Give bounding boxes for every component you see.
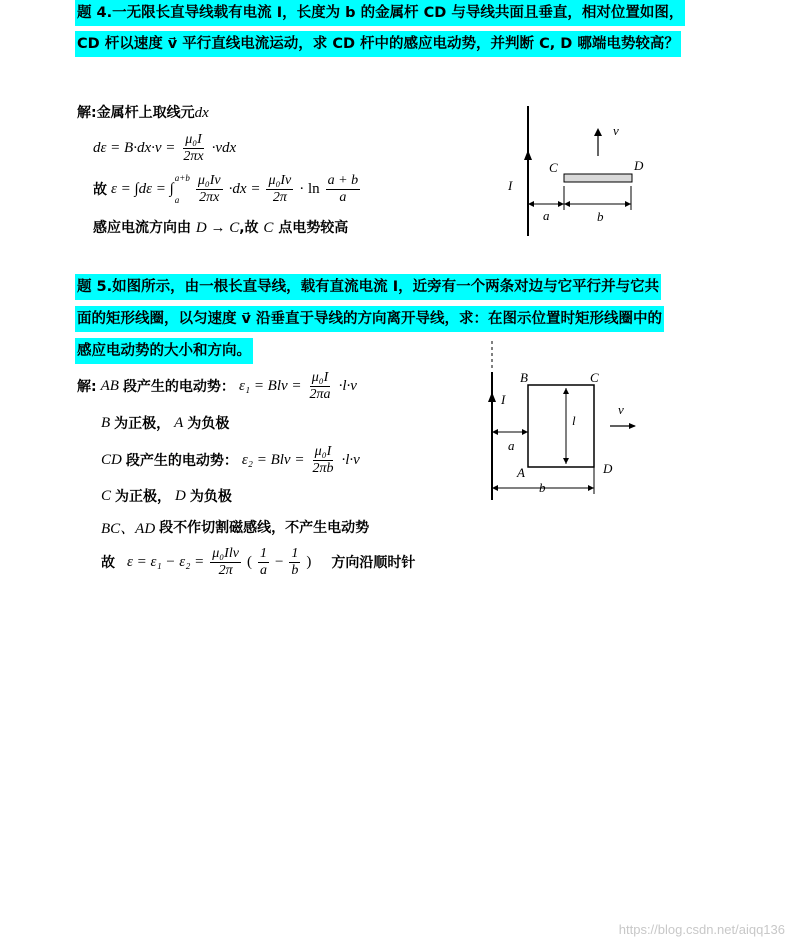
s4-text: 为正极， (115, 489, 172, 505)
problem4-title-line2: CD 杆以速度 v⃗ 平行直线电流运动，求 CD 杆中的感应电动势，并判断 C, D 哪端电势较高？ (75, 31, 681, 57)
eq2-mid: ·dx = (228, 180, 261, 197)
eq2-upper: a+b (174, 173, 190, 183)
problem5-title-line3: 感应电动势的大小和方向。 (75, 338, 253, 364)
label-l: l (572, 413, 576, 428)
eq1-tail: ·vdx (211, 139, 237, 156)
label-A: A (517, 465, 525, 480)
label-D: D (603, 461, 613, 476)
solution-intro-var: dx (194, 105, 209, 121)
dim-b-arrow-right (625, 201, 631, 207)
s5-text: 段不作切割磁感线，不产生电动势 (159, 520, 370, 536)
eq2-lhs: ε = ∫dε = ∫ (111, 180, 174, 197)
label-a: a (543, 208, 550, 223)
dim-a-arrow-right (558, 201, 564, 207)
eq2-fraction-3 (326, 173, 360, 206)
dim-b-arrow-left (564, 201, 570, 207)
eq2-prefix: 故 (93, 182, 107, 198)
velocity-arrow-head (629, 423, 636, 429)
s1-prefix: 解: (77, 379, 97, 395)
conclusion-e: 点电势较高 (278, 220, 349, 236)
s1-text: 段产生的电动势： (122, 379, 235, 395)
label-I-wire: I (501, 392, 506, 407)
eq2-limits (175, 173, 190, 205)
label-v: v⃗ (618, 402, 634, 417)
problem5-diagram (470, 338, 650, 508)
problem5-title-line1: 题 5.如图所示，由一根长直导线，载有直流电流 I，近旁有一个两条对边与它平行并与它共 (75, 274, 661, 300)
eq2-fraction-1 (196, 173, 223, 206)
watermark: https://blog.csdn.net/aiqq136 (618, 922, 785, 937)
label-v: v (613, 123, 619, 138)
eq1-den: 2πx (183, 148, 204, 164)
label-C: C (590, 370, 599, 385)
s1-num: μ₀I (311, 369, 329, 385)
problem4-diagram (500, 100, 650, 240)
eq2-ln: · ln (299, 180, 320, 197)
s6-direction: 方向沿顺时针 (331, 555, 416, 571)
s6-fraction (210, 546, 241, 579)
s3-fraction (310, 444, 335, 477)
eq2-den3: a (339, 189, 347, 205)
label-b: b (597, 209, 604, 224)
conclusion-d: C (263, 220, 274, 236)
eq1-num: μ₀I (185, 131, 202, 147)
label-a: a (508, 438, 515, 453)
s6-d1: a (259, 562, 267, 578)
s4-var2: D (175, 487, 186, 504)
eq2-den2: 2π (272, 189, 287, 205)
s1-var: AB (100, 377, 119, 394)
s4-var: C (101, 487, 112, 504)
s6-den: 2π (218, 562, 233, 578)
problem5-line-5 (101, 507, 369, 547)
s6-n1: 1 (259, 545, 267, 561)
problem5-title-line2: 面的矩形线圈，以匀速度 v⃗ 沿垂直于导线的方向离开导线，求：在图示位置时矩形线圈中的 (75, 306, 664, 332)
conclusion-a: 感应电流方向由 (93, 220, 191, 236)
eq2-num3: a + b (327, 172, 359, 188)
rod-cd (564, 174, 632, 182)
s6-d2: b (291, 562, 299, 578)
eq2-num2: μ₀Iv (268, 172, 292, 188)
problem4-solution-intro (77, 102, 209, 122)
label-b: b (539, 480, 546, 495)
velocity-arrow-head (594, 128, 602, 136)
s3-text: 段产生的电动势： (125, 453, 238, 469)
eq1-lhs: dε = B·dx·v = (93, 139, 176, 156)
eq2-den: 2πx (199, 189, 220, 205)
problem4-equation-1 (93, 128, 236, 168)
problem4-equation-2 (93, 169, 362, 209)
problem5-line-3 (101, 440, 360, 480)
dim-l-arrow-top (563, 388, 569, 394)
conclusion-b: D → C (195, 220, 240, 236)
s2-text2: 为负极 (187, 416, 230, 432)
s6-open: ( (246, 553, 252, 570)
s6-minus: − (274, 553, 284, 570)
s6-frac-2 (289, 546, 300, 579)
s4-text2: 为负极 (189, 489, 232, 505)
label-B: B (520, 370, 528, 385)
dim-l-arrow-bottom (563, 458, 569, 464)
s2-var: B (101, 414, 111, 431)
problem5-line-2 (101, 403, 229, 443)
problem5-line-6 (101, 542, 415, 582)
s6-frac-1 (258, 546, 269, 579)
problem4-title-line1: 题 4.一无限长直导线载有电流 I，长度为 b 的金属杆 CD 与导线共面且垂直，相对位置如图， (75, 0, 685, 26)
s3-den: 2πb (312, 460, 334, 476)
problem5-line-1 (77, 366, 357, 406)
s1-den: 2πa (309, 386, 331, 402)
s2-text: 为正极， (114, 416, 171, 432)
s3-lhs: ε₂ = Blv = (241, 451, 305, 468)
s3-var: CD (101, 451, 122, 468)
s6-prefix: 故 (101, 555, 115, 571)
s6-n2: 1 (291, 545, 299, 561)
problem4-conclusion (93, 217, 348, 237)
s1-tail: ·l·v (338, 377, 357, 394)
current-arrow (524, 150, 532, 160)
dim-a-arrow-right (522, 429, 528, 435)
rectangular-coil (528, 385, 594, 467)
dim-b-arrow-right (588, 485, 594, 491)
s2-var2: A (174, 414, 184, 431)
eq2-num: μ₀Iv (197, 172, 221, 188)
current-arrow (488, 392, 496, 402)
s6-num: μ₀Ilv (212, 545, 239, 561)
s6-lhs: ε = ε₁ − ε₂ = (127, 553, 205, 570)
eq1-fraction (181, 132, 205, 165)
label-C: C (549, 160, 558, 175)
s3-tail: ·l·v (341, 451, 360, 468)
solution-intro-text: 解:金属杆上取线元 (77, 105, 195, 121)
s1-fraction (308, 370, 333, 403)
label-I: I (508, 178, 513, 193)
s5-var: BC、AD (101, 520, 156, 537)
s3-num: μ₀I (314, 443, 332, 459)
conclusion-c: ,故 (239, 220, 259, 236)
s1-lhs: ε₁ = Blv = (238, 377, 302, 394)
eq2-fraction-2 (266, 173, 293, 206)
eq2-lower: a (174, 195, 180, 205)
s6-close: ) (306, 553, 312, 570)
label-D: D (634, 158, 644, 173)
